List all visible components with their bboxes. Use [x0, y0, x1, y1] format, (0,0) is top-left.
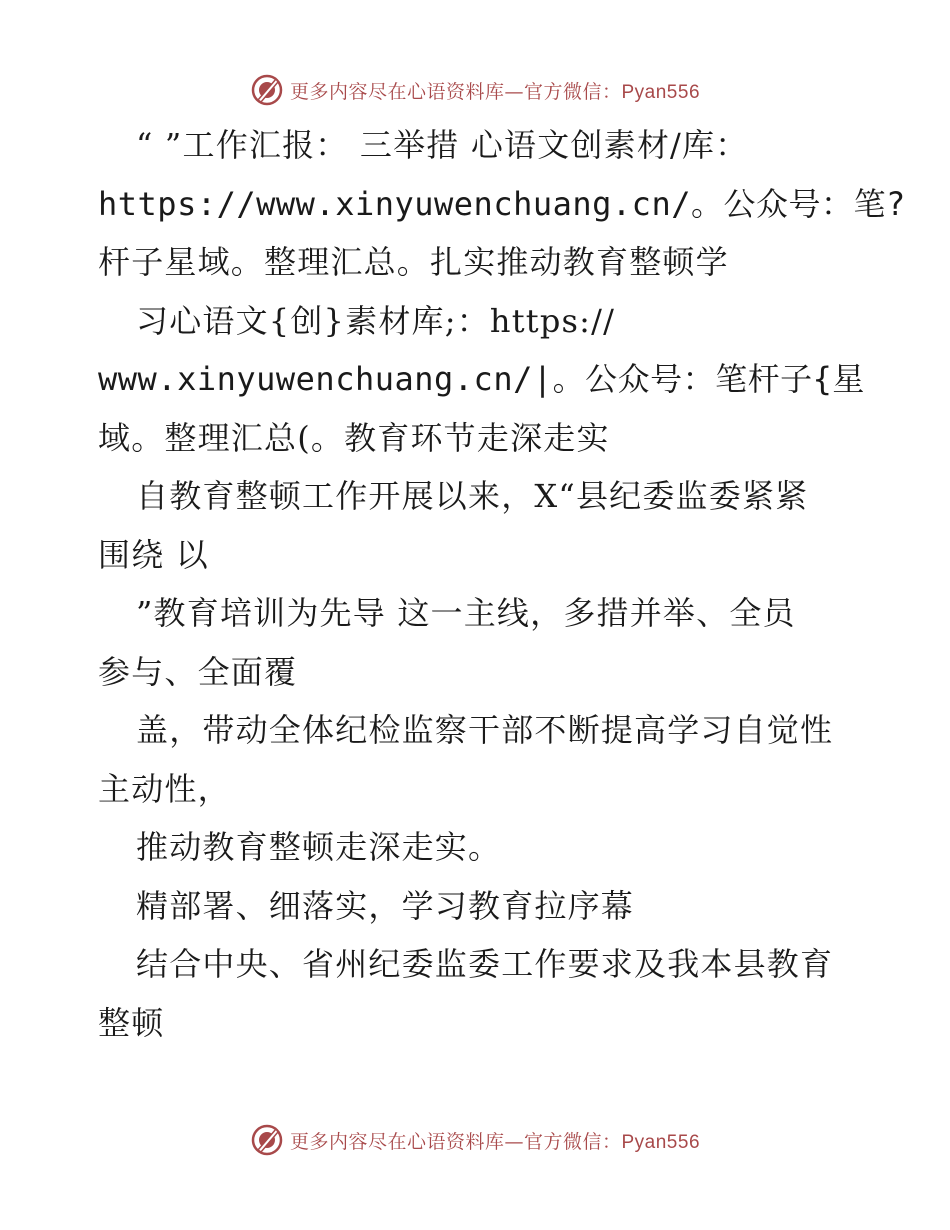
text-line: 精部署、细落实，学习教育拉序幕 — [136, 886, 635, 925]
text-line: 参与、全面覆 — [98, 652, 298, 691]
quill-logo-icon — [250, 73, 284, 107]
watermark-text: 更多内容尽在心语资料库—官方微信：Pyan556 — [289, 1130, 701, 1153]
text-line: 整顿 — [98, 1003, 165, 1042]
watermark-text: 更多内容尽在心语资料库—官方微信：Pyan556 — [289, 80, 701, 103]
text-line: 主动性， — [98, 769, 231, 808]
text-line: 杆子星域。整理汇总。扎实推动教育整顿学 — [98, 243, 729, 281]
text-line: 围绕 以 — [98, 535, 209, 574]
footer-watermark — [0, 1120, 950, 1160]
text-line: 自教育整顿工作开展以来，X“县纪委监委紧紧 — [136, 477, 809, 515]
text-line: 域。整理汇总(。教育环节走深走实 — [98, 418, 610, 457]
text-line: 盖，带动全体纪检监察干部不断提高学习自觉性 — [136, 711, 834, 749]
text-line: “ ”工作汇报： 三举措 心语文创素材/库： — [136, 126, 749, 164]
text-line: 结合中央、省州纪委监委工作要求及我本县教育 — [136, 945, 834, 983]
text-line: 推动教育整顿走深走实。 — [136, 828, 502, 866]
quill-logo-icon — [250, 1123, 284, 1157]
text-line: https://www.xinyuwenchuang.cn/。公众号：笔? — [98, 184, 906, 223]
header-watermark — [0, 70, 950, 110]
text-line: ”教育培训为先导 这一主线，多措并举、全员 — [136, 594, 796, 632]
text-line: 习心语文{创}素材库;：https:// — [136, 301, 616, 340]
document-body — [98, 116, 906, 1052]
text-line: www.xinyuwenchuang.cn/|。公众号：笔杆子{星 — [98, 360, 865, 398]
